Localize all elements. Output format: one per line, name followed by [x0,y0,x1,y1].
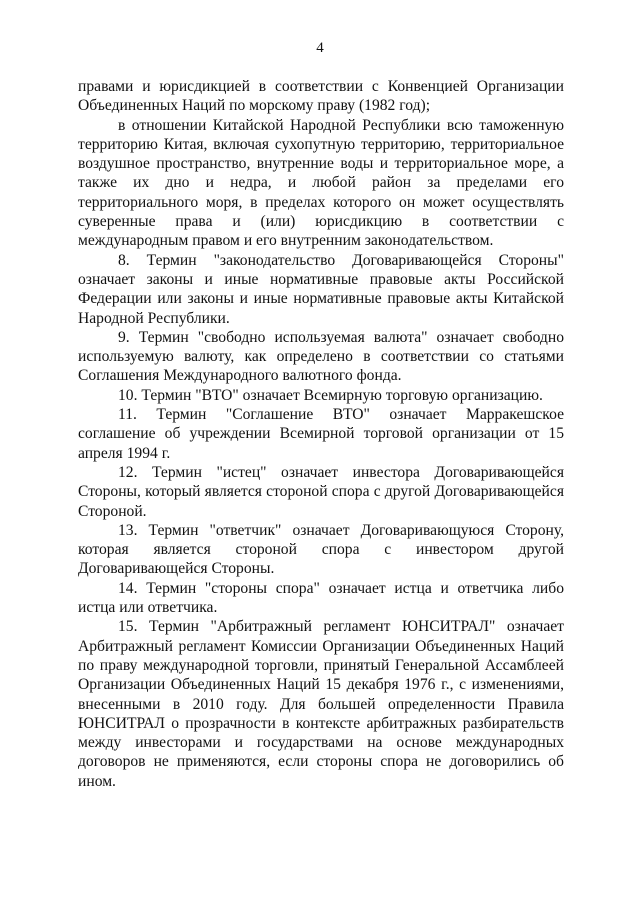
paragraph-term-8: 8. Термин "законодательство Договаривающейся Стороны" означает законы и иные нормативные правовые акты Российской Федерации или законы и иные нормативные правовые акты Китайской Народной Республики. [78,251,564,327]
paragraph-term-12: 12. Термин "истец" означает инвестора Договаривающейся Стороны, который является стороной спора с другой Договаривающейся Стороной. [78,463,564,520]
paragraph-continuation: правами и юрисдикцией в соответствии с Конвенцией Организации Объединенных Наций по морскому праву (1982 год); [78,78,564,115]
paragraph-term-11: 11. Термин "Соглашение ВТО" означает Марракешское соглашение об учреждении Всемирной торговой организации от 15 апреля 1994 г. [78,406,564,462]
paragraph-china-territory: в отношении Китайской Народной Республики всю таможенную территорию Китая, включая сухопутную территорию, территориальное воздушное пространство, внутренние воды и территориальное море, а также их дно и недра, и любой район за пределами его территориального моря, в пределах которого он может осуществлять суверенные права и (или) юрисдикцию в соответствии с международным правом и его внутренним законодательством. [78,116,564,250]
paragraph-term-9: 9. Термин "свободно используемая валюта" означает свободно используемую валюту, как определено в соответствии со статьями Соглашения Международного валютного фонда. [78,328,564,385]
document-body [78,77,564,791]
paragraph-term-10: 10. Термин "ВТО" означает Всемирную торговую организацию. [118,386,543,404]
paragraph-term-13: 13. Термин "ответчик" означает Договаривающуюся Сторону, которая является стороной спора с инвестором другой Договаривающейся Стороны. [78,521,564,578]
paragraph-term-14: 14. Термин "стороны спора" означает истца и ответчика либо истца или ответчика. [78,579,564,617]
page-number: 4 [316,40,324,56]
paragraph-term-15: 15. Термин "Арбитражный регламент ЮНСИТРАЛ" означает Арбитражный регламент Комиссии Организации Объединенных Наций по праву международной торговли, принятый Генеральной Ассамблеей Организации Объединенных Наций 15 декабря 1976 г., с изменениями, внесенными в 2010 году. Для большей определенности Правила ЮНСИТРАЛ о прозрачности в контексте арбитражных разбирательств между инвесторами и государствами на основе международных договоров не применяются, если стороны спора не договорились об ином. [78,618,564,790]
